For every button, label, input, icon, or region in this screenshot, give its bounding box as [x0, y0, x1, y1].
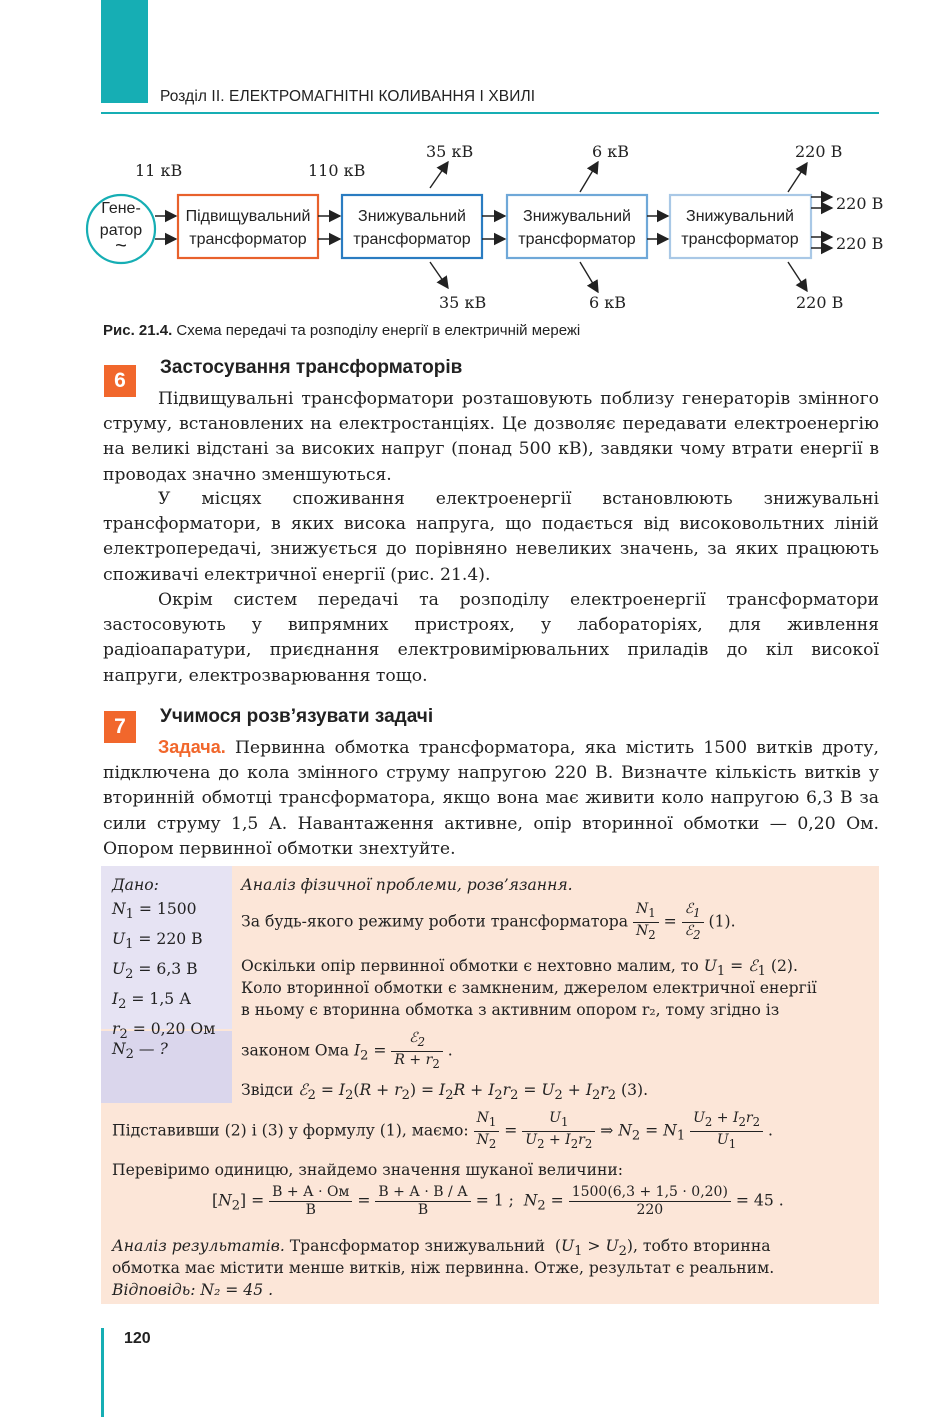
figure-caption	[103, 322, 580, 339]
voltage-35kv-top: 35 кВ	[426, 142, 474, 161]
solution-line-5: законом Ома $I_2$ = $\frac{ℰ_2}{R + r_2}$ .	[241, 1030, 453, 1071]
step-up-transformer-box	[178, 195, 318, 258]
task-label: Задача.	[158, 737, 226, 757]
solution-line-4: в ньому є вторинна обмотка з активним опором r₂, тому згідно із	[241, 1001, 780, 1019]
given-item: $r_2 = 0,20$ Ом	[112, 1020, 216, 1043]
answer-line: Відповідь: N₂ = 45 .	[112, 1281, 274, 1299]
section-6-title: Застосування трансформаторів	[160, 357, 463, 378]
box1-line1: Підвищувальний	[185, 208, 311, 225]
ac-symbol-icon: ~	[115, 235, 127, 257]
power-grid-diagram	[80, 138, 900, 318]
voltage-11kv: 11 кВ	[135, 161, 183, 180]
step-down-transformer-box-3	[670, 195, 811, 258]
box4-line2: трансформатор	[681, 231, 799, 248]
section-6-paragraph-3: Окрім систем передачі та розподілу електроенергії трансформатори застосовують у випрямних пристроях, у лабораторіях, для живлення радіоапаратури, приєднання електровимірювальних приладів до кіл високої напруги, електрозварювання тощо.	[103, 590, 879, 686]
solution-line-6: Звідси ℰ$_2$ = $I_2(R + r_2) = I_2R + I_2r_2 = U_2 + I_2r_2$ (3).	[241, 1081, 649, 1104]
header-rule	[101, 112, 879, 114]
box1-line2: трансформатор	[189, 231, 307, 248]
section-6-number: 6	[104, 365, 136, 397]
box2-line1: Знижувальний	[358, 208, 466, 225]
section-7-title: Учимося розв’язувати задачі	[160, 706, 434, 727]
footer-bar	[101, 1328, 104, 1417]
solution-line-8: Перевіримо одиницю, знайдемо значення шуканої величини:	[112, 1161, 624, 1179]
solution-line-7: Підставивши (2) і (3) у формулу (1), маємо: $\frac{N_1}{N_2}$ = $\frac{U_1}{U_2 + I_2r_2}$ ⇒ $N_2 = N_1$ $\frac{U_2 + I_2r_2}{U_1}$ .	[112, 1110, 773, 1151]
solution-line-1: За будь-якого режиму роботи трансформатора $\frac{N_1}{N_2}$ = $\frac{ℰ_1}{ℰ_2}$ (1).	[241, 901, 736, 942]
box4-line1: Знижувальний	[686, 208, 794, 225]
chapter-tab	[101, 0, 148, 103]
voltage-110kv: 110 кВ	[308, 161, 366, 180]
solution-line-2: Оскільки опір первинної обмотки є нехтовно малим, то $U_1$ = ℰ$_1$ (2).	[241, 957, 798, 980]
voltage-220v-bottom: 220 В	[796, 293, 844, 312]
given-item: $I_2 = 1,5$ А	[112, 990, 191, 1013]
voltage-220v-top: 220 В	[795, 142, 843, 161]
given-list	[112, 897, 215, 1048]
find-item: $N_2$ — ?	[112, 1040, 168, 1063]
box2-line2: трансформатор	[353, 231, 471, 248]
figure-caption-text: Схема передачі та розподілу енергії в електричній мережі	[172, 322, 581, 339]
generator-label-2: ратор	[99, 222, 143, 239]
step-down-transformer-box-2	[507, 195, 647, 258]
voltage-35kv-bottom: 35 кВ	[439, 293, 487, 312]
voltage-6kv-top: 6 кВ	[592, 142, 630, 161]
section-6-paragraph-1: Підвищувальні трансформатори розташовують поблизу генераторів змінного струму, встановлених на електростанціях. Це дозволяє передавати електроенергію на великі відстані за високих напруг (понад 500 кВ), завдяки чому втрати енергії в проводах значно зменшуються.	[103, 389, 879, 485]
result-line-1: Аналіз результатів. Трансформатор знижувальний $(U_1 > U_2)$, тобто вторинна	[112, 1237, 771, 1260]
task-statement: Задача. Первинна обмотка трансформатора, яка містить 1500 витків дроту, підключена до кола змінного струму напругою 220 В. Визначте кількість витків у вторинній обмотці трансформатора, якщо вона має живити коло напругою 6,3 В за сили струму 1,5 А. Навантаження активне, опір вторинної обмотки — 0,20 Ом. Опором первинної обмотки знехтуйте.	[103, 737, 879, 859]
section-6-paragraph-2: У місцях споживання електроенергії встановлюють знижувальні трансформатори, в яких висока напруга, що подається від високовольтних ліній електропередачі, знижується до порівняно невеликих значень, за яких працюють споживачі електричної енергії (рис. 21.4).	[103, 489, 879, 585]
given-label: Дано:	[112, 876, 159, 894]
unit-check-formula: $[N_2]$ = $\frac{В + А \cdot Ом}{В}$ = $\frac{В + А \cdot В / А}{В}$ = 1 ; $N_2$ = $\frac{1500(6,3 + 1,5 \cdot 0,20)}{220}$ = 45 .	[212, 1184, 784, 1218]
box3-line2: трансформатор	[518, 231, 636, 248]
page-number: 120	[124, 1330, 151, 1347]
result-line-2: обмотка має містити менше витків, ніж первинна. Отже, результат є реальним.	[112, 1259, 775, 1277]
running-header: Розділ ІІ. ЕЛЕКТРОМАГНІТНІ КОЛИВАННЯ І ХВИЛІ	[160, 88, 536, 105]
figure-label: Рис. 21.4.	[103, 322, 173, 339]
given-item: $U_2 = 6,3$ В	[112, 960, 198, 983]
given-item: $U_1 = 220$ В	[112, 930, 203, 953]
generator-label-1: Гене-	[101, 200, 141, 217]
section-7-number: 7	[104, 711, 136, 743]
voltage-220v-right-2: 220 В	[836, 234, 884, 253]
voltage-6kv-bottom: 6 кВ	[589, 293, 627, 312]
solution-line-3: Коло вторинної обмотки є замкненим, джерелом електричної енергії	[241, 979, 817, 997]
analysis-title: Аналіз фізичної проблеми, розв’язання.	[241, 876, 573, 894]
voltage-220v-right-1: 220 В	[836, 194, 884, 213]
given-item: $N_1 = 1500$	[112, 900, 197, 923]
step-down-transformer-box-1	[342, 195, 482, 258]
box3-line1: Знижувальний	[523, 208, 631, 225]
